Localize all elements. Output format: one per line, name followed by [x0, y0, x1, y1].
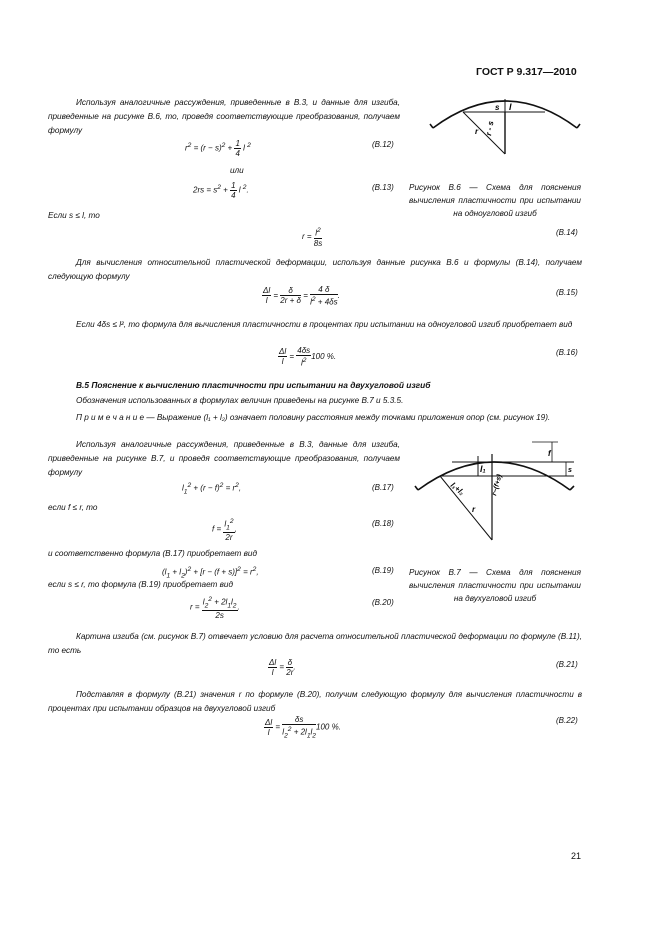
equation-b19: $(l_1 + l_2)^2 + [r - (f + s)]^2 = r^2$, [162, 566, 259, 580]
paragraph-4: Обозначения использованных в формулах величин приведены на рисунке В.7 и 5.3.5. [76, 396, 404, 405]
equation-b16: $\frac{\Delta l}{l}$ = $\frac{4\delta s}{l^2}$ 100 %. [279, 346, 337, 368]
label-r-f-s: r−(f+s) [491, 473, 504, 497]
equation-number: (В.17) [372, 483, 394, 492]
paragraph-5: Используя аналогичные рассуждения, приведенные в В.3, данные для изгиба, приведенные на рисунке В.7, и проведя соответствующие преобразования, получаем формулу [48, 440, 400, 477]
label-l1-l2: l₁+l₂ [448, 480, 466, 498]
condition-s-le-l: Если s ≤ l, то [48, 211, 100, 220]
equation-number: (В.19) [372, 566, 394, 575]
document-code: ГОСТ Р 9.317—2010 [476, 66, 577, 78]
equation-b17: $l_1^2 + (r - f)^2 = r^2$, [182, 482, 242, 496]
note: П р и м е ч а н и е — Выражение (l₁ + l₂) означает половину расстояния между точками приложения опор (см. рисунок 19). [76, 413, 551, 422]
paragraph-7: Картина изгиба (см. рисунок В.7) отвечает условию для расчета относительной пластической деформации по формуле (В.11), то есть [48, 632, 582, 655]
label-l: l [509, 102, 512, 112]
paragraph-6: и соответственно формула (В.17) приобретает вид [48, 549, 257, 558]
equation-number: (В.18) [372, 519, 394, 528]
equation-b12: $r^2 = (r - s)^2$ + $\frac{1}{4}$ l $^2$ [185, 139, 251, 158]
equation-b20: r = $\frac{l_2^2 + 2l_1l_2}{2s}$ . [190, 596, 240, 621]
equation-number: (В.13) [372, 183, 394, 192]
equation-b22-tail: 100 %. [316, 722, 341, 732]
equation-b18: f = $\frac{l_1^2}{2r}$ , [212, 518, 237, 543]
label-r: r [472, 505, 476, 514]
equation-number: (В.22) [556, 716, 578, 725]
label-s: s [568, 467, 572, 474]
equation-number: (В.20) [372, 598, 394, 607]
equation-number: (В.16) [556, 348, 578, 357]
figure-b6-diagram [425, 88, 585, 160]
word-ili: или [230, 166, 244, 175]
equation-number: (В.12) [372, 140, 394, 149]
label-f: f [548, 449, 551, 458]
condition-f-le-r: если f ≤ r, то [48, 503, 98, 512]
figure-b7-caption: Рисунок В.7 — Схема для пояснения вычисления пластичности при испытании на двухугловой изгиб [409, 568, 581, 603]
figure-b7-diagram [412, 440, 584, 556]
equation-b15: $\frac{\Delta l}{l}$ = $\frac{\delta}{2r + \delta}$ = $\frac{4 \delta}{l^2 + 4\delta s}$ . [263, 285, 340, 307]
condition-s-le-r: если s ≤ r, то формула (В.19) приобретает вид [48, 580, 233, 589]
equation-number: (В.14) [556, 228, 578, 237]
equation-number: (В.15) [556, 288, 578, 297]
equation-b16-tail: 100 %. [311, 351, 337, 361]
paragraph-2: Для вычисления относительной пластической деформации, используя данные рисунка В.6 и формулы (В.14), получаем следующую формулу [48, 258, 582, 281]
page-number: 21 [571, 851, 582, 861]
paragraph-3: Если 4δs ≤ l², то формула для вычисления пластичности в процентах при испытании на одноугловой изгиб приобретает вид [76, 320, 573, 329]
equation-b21: $\frac{\Delta l}{l}$ = $\frac{\delta}{2r}$ . [269, 658, 296, 677]
label-l1: l₁ [480, 464, 486, 474]
paragraph-8: Подставляя в формулу (В.21) значения r по формуле (В.20), получим следующую формулу для вычисления пластичности в процентах при испытании образцов на двухугловой изгиб [48, 690, 582, 713]
figure-b6-caption: Рисунок В.6 — Схема для пояснения вычисления пластичности при испытании на одноугловой изгиб [409, 183, 581, 218]
equation-number: (В.21) [556, 660, 578, 669]
paragraph-1: Используя аналогичные рассуждения, приведенные в В.3, и данные для изгиба, приведенные на рисунке В.6, то, проведя соответствующие преобразования, получаем формулу [48, 98, 400, 135]
label-s: s [495, 103, 500, 112]
equation-b13: $2rs = s^2$ + $\frac{1}{4}$ l $^2$. [193, 181, 249, 200]
equation-b22: $\frac{\Delta l}{l}$ = $\frac{\delta s}{l_2^2 + 2l_1l_2}$ 100 %. [265, 715, 341, 740]
label-r: r [475, 127, 479, 136]
section-title: В.5 Пояснение к вычислению пластичности при испытании на двухугловой изгиб [76, 380, 431, 390]
equation-b14: r = $\frac{l^2}{8s}$ [302, 227, 323, 248]
label-r-s: r - s [484, 120, 496, 137]
